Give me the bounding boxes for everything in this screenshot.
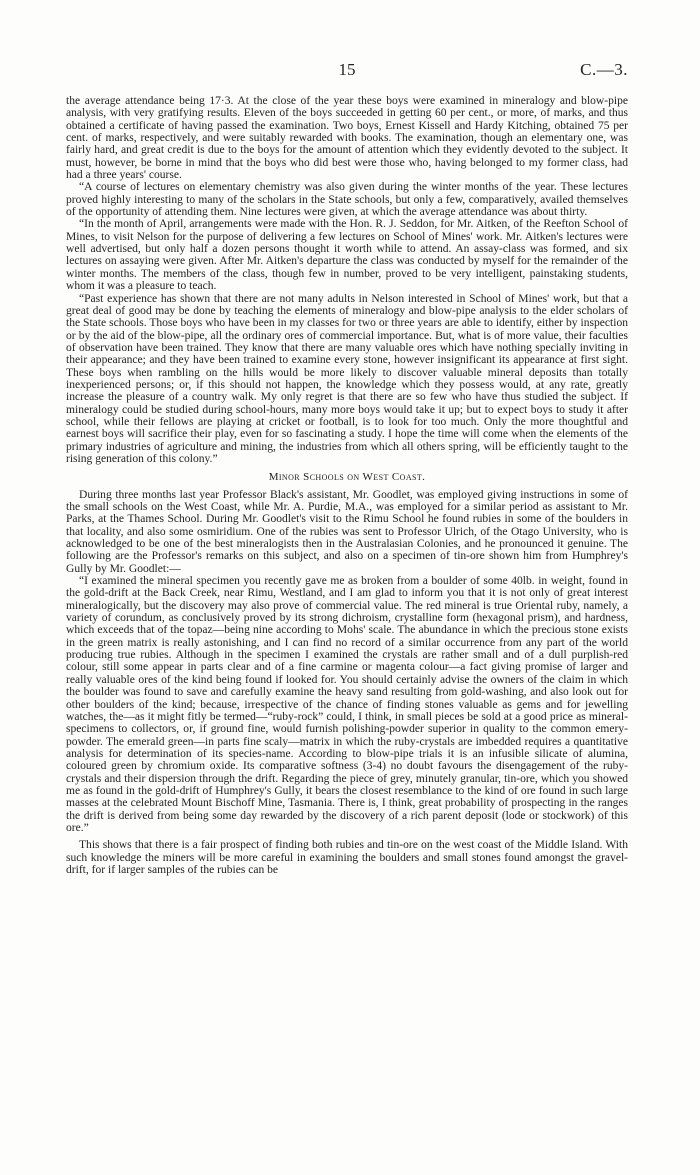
paragraph-chemistry-lectures: “A course of lectures on elementary chemistry was also given during the winter months of the year. These lectures proved highly interesting to many of the scholars in the State schools, but only a few, comparatively, availed themselves of the opportunity of attending them. Nine lectures were given, at which the average attendance was about thirty. bbox=[66, 181, 628, 219]
paragraph-ulrich-quotation: “I examined the mineral specimen you recently gave me as broken from a boulder of some 40lb. in weight, found in the gold-drift at the Back Creek, near Rimu, Westland, and I am glad to inform you that it is not only of great interest mineralogically, but the discovery may also prove of commercial value. The red mineral is true Oriental ruby, namely, a variety of corundum, as conclusively proved by its strong dichroism, crystalline form (hexagonal prism), and hardness, which exceeds that of the topaz—being nine according to Mohs' scale. The abundance in which the precious stone exists in the green matrix is really astonishing, and I can find no record of a similar occurrence from any part of the world producing true rubies. Although in the specimen I examined the crystals are rather small and of a dull purplish-red colour, still some appear in parts clear and of a fine carmine or magenta colour—a fact giving promise of larger and really valuable ores of the kind being found if looked for. You should certainly advise the owners of the claim in which the boulder was found to save and carefully examine the heavy sand resulting from gold-washing, and also look out for other boulders of the kind; because, irrespective of the chance of finding stones valuable as gems and for jewelling watches, the—as it might fitly be termed—“ruby-rock” could, I think, in small pieces be sold at a good price as mineral-specimens to collectors, or, if ground fine, would furnish polishing-powder superior in quality to the common emery-powder. The emerald green—in parts fine scaly—matrix in which the ruby-crystals are imbedded requires a quantitative analysis for determination of its species-name. According to blow-pipe trials it is an infusible silicate of alumina, coloured green by chromium oxide. Its comparative softness (3-4) no doubt favours the disengagement of the ruby-crystals and their dispersion through the drift. Regarding the piece of grey, minutely granular, tin-ore, which you showed me as found in the gold-drift of Humphrey's Gully, it bears the closest resemblance to the kind of ore found in such large masses at the celebrated Mount Bischoff Mine, Tasmania. There is, I think, great probability of prospecting in the ranges the drift is derived from being some day rewarded by the discovery of a rich parent deposit (lode or stockwork) of this ore.” bbox=[66, 575, 628, 834]
page-body bbox=[66, 95, 628, 876]
page-number: 15 bbox=[338, 60, 356, 79]
paragraph-aitken-lectures: “In the month of April, arrangements were made with the Hon. R. J. Seddon, for Mr. Aitken, of the Reefton School of Mines, to visit Nelson for the purpose of delivering a few lectures on School of Mines' work. Mr. Aitken's lectures were well advertised, but only half a dozen persons thought it worth while to attend. An assay-class was formed, and six lectures on assaying were given. After Mr. Aitken's departure the class was conducted by myself for the remainder of the winter months. The members of the class, though few in number, proved to be very intelligent, painstaking students, whom it was a pleasure to teach. bbox=[66, 218, 628, 293]
paragraph-past-experience: “Past experience has shown that there are not many adults in Nelson interested in School of Mines' work, but that a great deal of good may be done by teaching the elements of mineralogy and blow-pipe analysis to the elder scholars of the State schools. Those boys who have been in my classes for two or three years are able to identify, either by inspection or by the aid of the blow-pipe, all the ordinary ores of commercial importance. But, what is of more value, their faculties of observation have been trained. They know that there are many valuable ores which have nothing specially inviting in their appearance; and they have been trained to examine every stone, however insignificant its appearance at first sight. These boys when rambling on the hills would be more likely to discover valuable mineral deposits than totally inexperienced persons; or, if this should not happen, the knowledge which they possess would, at any rate, greatly increase the pleasure of a country walk. My only regret is that there are so few who have thus studied the subject. If mineralogy could be studied during school-hours, many more boys would take it up; but to expect boys to study it after school, while their fellows are playing at cricket or football, is to look for too much. Only the more thoughtful and earnest boys will sacrifice their play, even for so fascinating a study. I hope the time will come when the elements of the primary industries of agriculture and mining, the industries from which all others spring, will be efficiently taught to the rising generation of this colony.” bbox=[66, 292, 628, 465]
document-reference: C.—3. bbox=[580, 60, 628, 79]
paragraph-continuation: the average attendance being 17·3. At the close of the year these boys were examined in mineralogy and blow-pipe analysis, with very gratifying results. Eleven of the boys succeeded in getting 60 per cent., or more, of marks, and thus obtained a certificate of having passed the examination. Two boys, Ernest Kissell and Hardy Kitching, obtained 75 per cent. of marks, respectively, and were suitably rewarded with books. The examination, though an elementary one, was fairly hard, and great credit is due to the boys for the amount of attention which they evidently devoted to the subject. It must, however, be borne in mind that the boys who did best were those who, having belonged to my former class, had had a three years' course. bbox=[66, 95, 628, 182]
paragraph-west-coast-schools: During three months last year Professor Black's assistant, Mr. Goodlet, was employed giving instructions in some of the small schools on the West Coast, while Mr. A. Purdie, M.A., was employed for a similar period as assistant to Mr. Parks, at the Thames School. During Mr. Goodlet's visit to the Rimu School he found rubies in some of the boulders in that locality, and also some osmiridium. One of the rubies was sent to Professor Ulrich, of the Otago University, who is acknowledged to be one of the best mineralogists then in the Australasian Colonies, and he pronounced it genuine. The following are the Professor's remarks on this subject, and also on a specimen of tin-ore shown him from Humphrey's Gully by Mr. Goodlet:— bbox=[66, 488, 628, 575]
section-heading: Minor Schools on West Coast. bbox=[268, 471, 426, 484]
paragraph-conclusion: This shows that there is a fair prospect of finding both rubies and tin-ore on the west coast of the Middle Island. With such knowledge the miners will be more careful in examining the boulders and small stones found amongst the gravel-drift, for if larger samples of the rubies can be bbox=[66, 839, 628, 876]
page-header bbox=[66, 60, 628, 82]
